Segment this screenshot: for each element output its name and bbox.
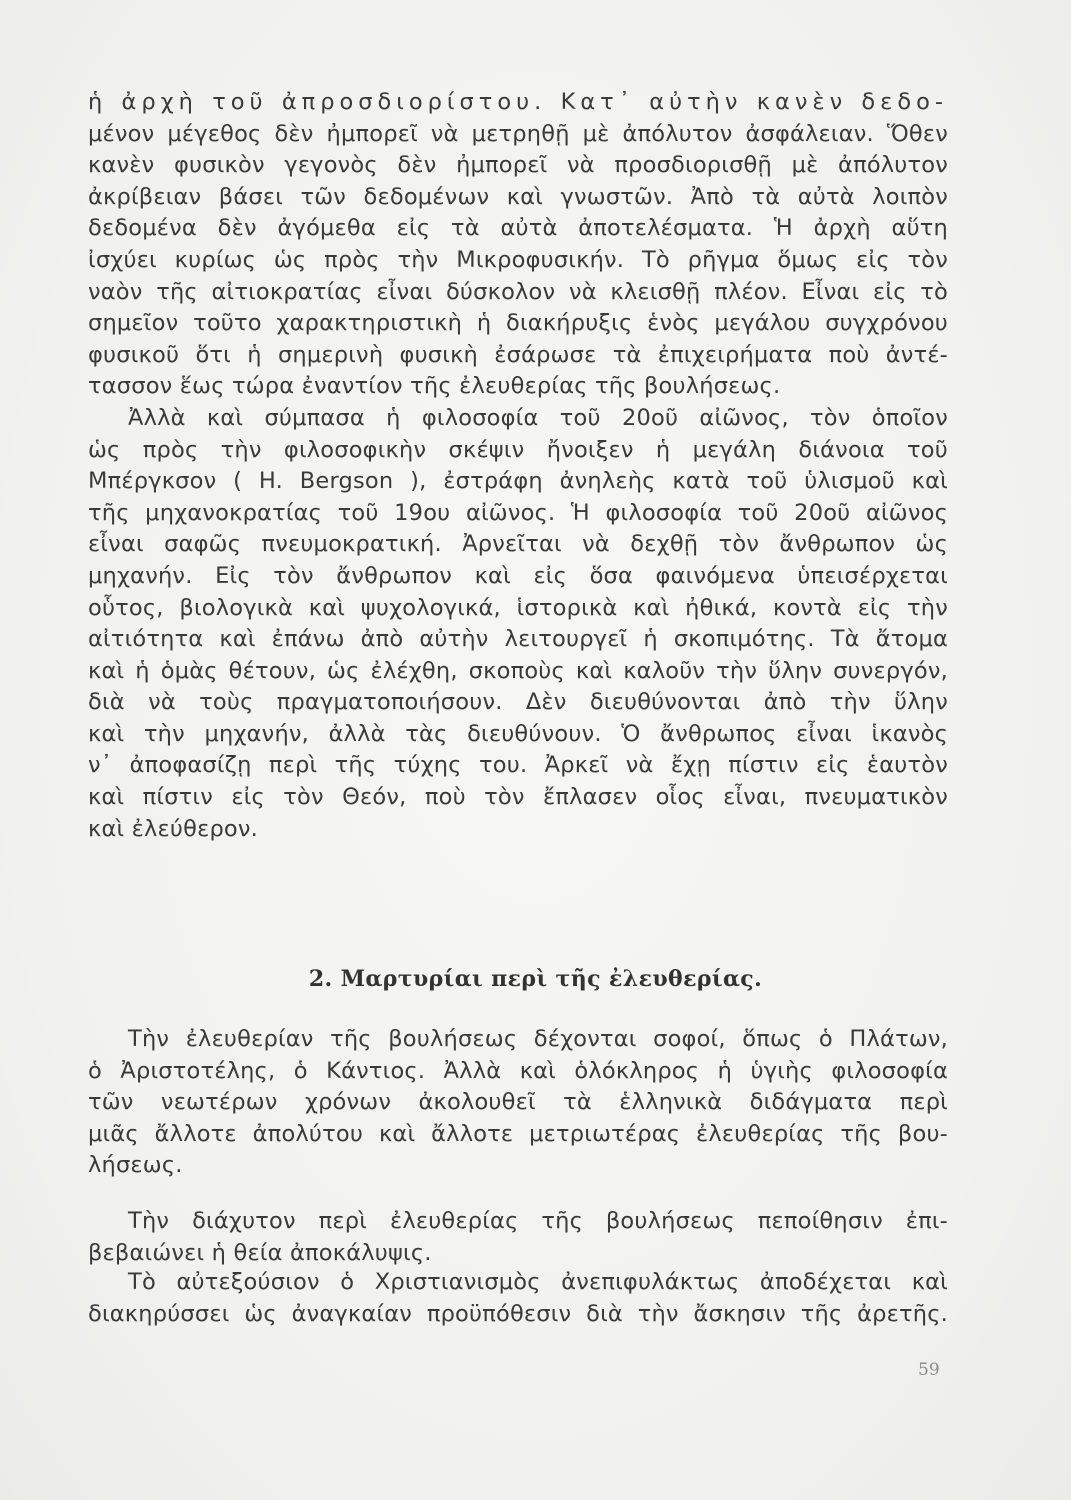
text-line: ὁ Ἀριστοτέλης, ὁ Κάντιος. Ἀλλὰ καὶ ὁλόκληρος ἡ ὑγιὴς φιλοσοφία [88,1057,948,1084]
text-line: ἀκρίβειαν βάσει τῶν δεδομένων καὶ γνωστῶν. Ἀπὸ τὰ αὐτὰ λοιπὸν [88,183,948,210]
text-line: Μπέργκσον ( H. Bergson ), ἐστράφη ἀνηλεὴς κατὰ τοῦ ὑλισμοῦ καὶ [88,468,948,495]
text-line: Τὴν διάχυτον περὶ ἐλευθερίας τῆς βουλήσεως πεποίθησιν ἐπι- [128,1208,948,1234]
text-line: καὶ πίστιν εἰς τὸν Θεόν, ποὺ τὸν ἔπλασεν οἷος εἶναι, πνευματικὸν [88,784,948,811]
page-number: 59 [918,1360,940,1380]
text-line: διακηρύσσει ὡς ἀναγκαίαν προϋπόθεσιν διὰ τὴν ἄσκησιν τῆς ἀρετῆς. [88,1300,948,1327]
text-line: καὶ τὴν μηχανήν, ἀλλὰ τὰς διευθύνουν. Ὁ ἄνθρωπος εἶναι ἱκανὸς [88,720,948,747]
text-line: σημεῖον τοῦτο χαρακτηριστικὴ ἡ διακήρυξις ἑνὸς μεγάλου συγχρόνου [88,310,948,337]
text-line: ν᾽ ἀποφασίζῃ περὶ τῆς τύχης του. Ἀρκεῖ νὰ ἔχῃ πίστιν εἰς ἑαυτὸν [88,752,948,779]
body-text-section-2-para-2 [88,1206,948,1269]
text-line: οὗτος, βιολογικὰ καὶ ψυχολογικά, ἱστορικὰ καὶ ἠθικά, κοντὰ εἰς τὴν [88,594,948,621]
text-line: βεβαιώνει ἡ θεία ἀποκάλυψις. [88,1239,432,1266]
text-line: Τὸ αὐτεξούσιον ὁ Χριστιανισμὸς ἀνεπιφυλάκτως ἀποδέχεται καὶ [128,1269,948,1295]
text-line: τῆς μηχανοκρατίας τοῦ 19ου αἰῶνος. Ἡ φιλοσοφία τοῦ 20οῦ αἰῶνος [88,499,948,526]
text-line: διὰ νὰ τοὺς πραγματοποιήσουν. Δὲν διευθύνονται ἀπὸ τὴν ὕλην [88,689,948,716]
text-line: καὶ ἐλεύθερον. [88,815,259,842]
text-line: μηχανήν. Εἰς τὸν ἄνθρωπον καὶ εἰς ὅσα φαινόμενα ὑπεισέρχεται [88,562,948,589]
text-line: καὶ ἡ ὁμὰς θέτουν, ὡς ἐλέχθη, σκοποὺς καὶ καλοῦν τὴν ὕλην συνεργόν, [88,657,948,684]
text-line: λήσεως. [88,1152,183,1179]
text-line: δεδομένα δὲν ἀγόμεθα εἰς τὰ αὐτὰ ἀποτελέσματα. Ἡ ἀρχὴ αὕτη [88,215,948,242]
text-line: ἰσχύει κυρίως ὡς πρὸς τὴν Μικροφυσικήν. Τὸ ρῆγμα ὅμως εἰς τὸν [88,246,948,273]
text-line: ἡ ἀρχὴ τοῦ ἀπροσδιορίστου. Κατ᾽ αὐτὴν κανὲν δεδο- [88,89,948,115]
text-line: εἶναι σαφῶς πνευμοκρατική. Ἀρνεῖται νὰ δεχθῇ τὸν ἄνθρωπον ὡς [88,531,948,558]
text-line: τασσον ἕως τώρα ἐναντίον τῆς ἐλευθερίας τῆς βουλήσεως. [88,373,781,400]
text-line: μιᾶς ἄλλοτε ἀπολύτου καὶ ἄλλοτε μετριωτέρας ἐλευθερίας τῆς βου- [88,1120,948,1147]
body-text-section-1 [88,87,948,845]
section-heading: 2. Μαρτυρίαι περὶ τῆς ἐλευθερίας. [308,966,763,992]
text-line: αἰτιότητα καὶ ἐπάνω ἀπὸ αὐτὴν λειτουργεῖ ἡ σκοπιμότης. Τὰ ἄτομα [88,626,948,653]
text-line: ναὸν τῆς αἰτιοκρατίας εἶναι δύσκολον νὰ κλεισθῇ πλέον. Εἶναι εἰς τὸ [88,278,948,305]
text-line: ὡς πρὸς τὴν φιλοσοφικὴν σκέψιν ἤνοιξεν ἡ μεγάλη διάνοια τοῦ [88,436,948,463]
text-line: μένον μέγεθος δὲν ἠμπορεῖ νὰ μετρηθῇ μὲ ἀπόλυτον ἀσφάλειαν. Ὅθεν [88,120,948,147]
text-line: φυσικοῦ ὅτι ἡ σημερινὴ φυσικὴ ἐσάρωσε τὰ ἐπιχειρήματα ποὺ ἀντέ- [88,341,948,368]
text-line: κανὲν φυσικὸν γεγονὸς δὲν ἠμπορεῖ νὰ προσδιορισθῇ μὲ ἀπόλυτον [88,152,948,179]
text-line: τῶν νεωτέρων χρόνων ἀκολουθεῖ τὰ ἑλληνικὰ διδάγματα περὶ [88,1089,948,1116]
body-text-section-2-para-1 [88,1024,948,1182]
text-line: Τὴν ἐλευθερίαν τῆς βουλήσεως δέχονται σοφοί, ὅπως ὁ Πλάτων, [128,1026,948,1052]
text-line: Ἀλλὰ καὶ σύμπασα ἡ φιλοσοφία τοῦ 20οῦ αἰῶνος, τὸν ὁποῖον [128,404,948,431]
body-text-section-2-para-3 [88,1267,948,1330]
